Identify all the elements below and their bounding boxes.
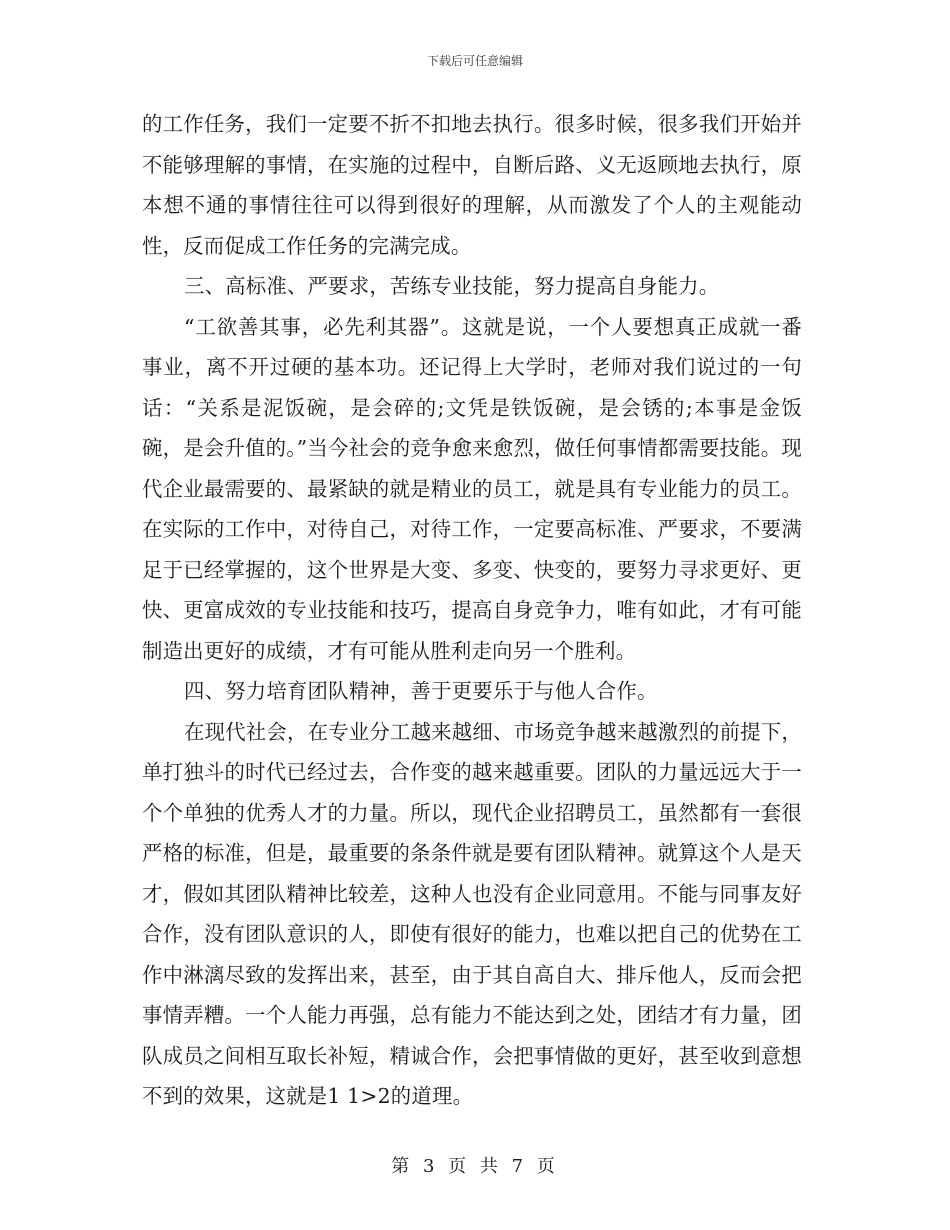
page-number: 第 3 页 共 7 页	[391, 1156, 559, 1177]
page-header: 下载后可任意编辑	[426, 54, 523, 68]
document-body	[142, 104, 802, 1117]
paragraph-continuation: 的工作任务，我们一定要不折不扣地去执行。很多时候，很多我们开始并不能够理解的事情，在实施的过程中，自断后路、义无返顾地去执行，原本想不通的事情往往可以得到很好的理解，从而激发了个人的主观能动性，反而促成工作任务的完满完成。	[142, 112, 802, 258]
paragraph-teamwork: 在现代社会，在专业分工越来越细、市场竞争越来越激烈的前提下，单打独斗的时代已经过去，合作变的越来越重要。团队的力量远远大于一个个单独的优秀人才的力量。所以，现代企业招聘员工，虽然都有一套很严格的标准，但是，最重要的条条件就是要有团队精神。就算这个人是天才，假如其团队精神比较差，这种人也没有企业同意用。不能与同事友好合作，没有团队意识的人，即使有很好的能力，也难以把自己的优势在工作中淋漓尽致的发挥出来，甚至，由于其自高自大、排斥他人，反而会把事情弄糟。一个人能力再强，总有能力不能达到之处，团结才有力量，团队成员之间相互取长补短，精诚合作，会把事情做的更好，甚至收到意想不到的效果，这就是1 1>2的道理。	[142, 719, 802, 1108]
section-heading-four: 四、努力培育团队精神，善于更要乐于与他人合作。	[184, 679, 658, 703]
section-heading-three: 三、高标准、严要求，苦练专业技能，努力提高自身能力。	[184, 274, 720, 298]
paragraph-skills: “工欲善其事，必先利其器”。这就是说，一个人要想真正成就一番事业，离不开过硬的基本功。还记得上大学时，老师对我们说过的一句话：“关系是泥饭碗，是会碎的;文凭是铁饭碗，是会锈的;本事是金饭碗，是会升值的。”当今社会的竞争愈来愈烈，做任何事情都需要技能。现代企业最需要的、最紧缺的就是精业的员工，就是具有专业能力的员工。在实际的工作中，对待自己，对待工作，一定要高标准、严要求，不要满足于已经掌握的，这个世界是大变、多变、快变的，要努力寻求更好、更快、更富成效的专业技能和技巧，提高自身竞争力，唯有如此，才有可能制造出更好的成绩，才有可能从胜利走向另一个胜利。	[142, 314, 802, 663]
